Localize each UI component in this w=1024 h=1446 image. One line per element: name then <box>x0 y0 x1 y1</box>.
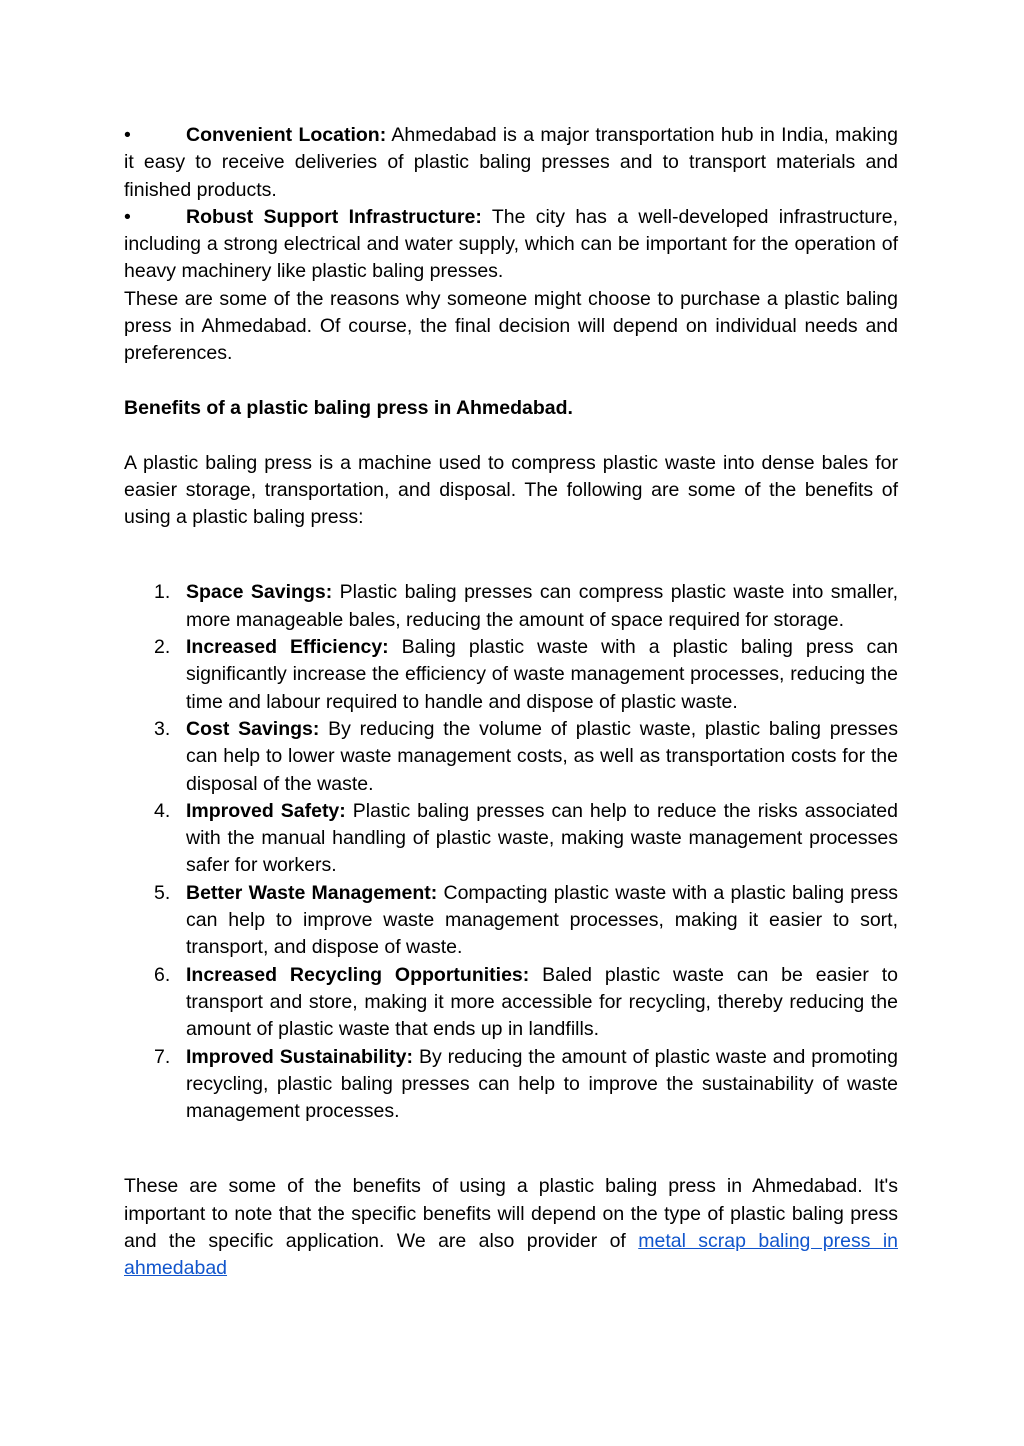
bullet-item-location <box>124 122 898 204</box>
list-item-label: Space Savings: <box>186 581 333 604</box>
list-item <box>124 880 898 962</box>
list-item-text: By reducing the amount of plastic waste and promoting recycling, plastic baling presses can help to improve the sustainability of waste management processes. <box>186 1045 898 1123</box>
section-heading: Benefits of a plastic baling press in Ahmedabad. <box>124 396 573 419</box>
list-number: 7. <box>154 1045 171 1068</box>
list-item <box>124 798 898 880</box>
list-item-label: Improved Sustainability: <box>186 1045 413 1068</box>
list-item-text: By reducing the volume of plastic waste, plastic baling presses can help to lower waste management costs, as well as transportation costs for the disposal of the waste. <box>186 717 898 795</box>
bullet-mark: • <box>124 205 131 228</box>
list-item-text: Compacting plastic waste with a plastic baling press can help to improve waste management processes, making it easier to sort, transport, and dispose of waste. <box>186 881 898 959</box>
list-number: 5. <box>154 881 171 904</box>
list-item-label: Cost Savings: <box>186 717 320 740</box>
list-item <box>124 716 898 798</box>
list-item <box>124 634 898 716</box>
list-number: 3. <box>154 717 171 740</box>
bullet-text: Ahmedabad is a major transportation hub in India, making it easy to receive deliveries of plastic baling presses and to transport materials and finished products. <box>124 124 898 201</box>
bullet-label: Robust Support Infrastructure: <box>186 205 482 228</box>
bullet-item-infrastructure <box>124 204 898 286</box>
spacer <box>124 531 898 579</box>
list-item-text: Plastic baling presses can compress plastic waste into smaller, more manageable bales, reducing the amount of space required for storage. <box>186 581 898 631</box>
closing-paragraph <box>124 1173 898 1282</box>
list-item-text: Baling plastic waste with a plastic baling press can significantly increase the efficiency of waste management processes, reducing the time and labour required to handle and dispose of plastic waste. <box>186 636 899 713</box>
metal-scrap-baling-press-link[interactable]: metal scrap baling press in ahmedabad <box>124 1229 898 1280</box>
list-item-label: Increased Recycling Opportunities: <box>186 963 530 986</box>
list-item-label: Better Waste Management: <box>186 881 438 904</box>
list-number: 1. <box>154 581 171 604</box>
document-page <box>124 122 898 1283</box>
section-intro-paragraph: A plastic baling press is a machine used to compress plastic waste into dense bales for easier storage, transportation, and disposal. The following are some of the benefits of using a plastic baling press: <box>124 451 898 529</box>
list-item <box>124 1044 898 1126</box>
bullet-text: The city has a well-developed infrastructure, including a strong electrical and water supply, which can be important for the operation of heavy machinery like plastic baling presses. <box>124 205 898 283</box>
intro-paragraph: These are some of the reasons why someone might choose to purchase a plastic baling press in Ahmedabad. Of course, the final decision will depend on individual needs and preferences. <box>124 287 898 365</box>
benefits-list <box>124 579 898 1125</box>
spacer <box>124 1125 898 1173</box>
bullet-mark: • <box>124 124 131 146</box>
list-number: 6. <box>154 963 171 986</box>
bullet-label: Convenient Location: <box>186 124 387 146</box>
list-item-text: Plastic baling presses can help to reduce the risks associated with the manual handling of plastic waste, making waste management processes safer for workers. <box>186 799 898 877</box>
list-item-text: Baled plastic waste can be easier to transport and store, making it more accessible for recycling, thereby reducing the amount of plastic waste that ends up in landfills. <box>186 963 898 1041</box>
list-number: 4. <box>154 799 171 822</box>
list-item-label: Improved Safety: <box>186 799 346 822</box>
closing-text: These are some of the benefits of using a plastic baling press in Ahmedabad. It's important to note that the specific benefits will depend on the type of plastic baling press and the specific application. We are also provider of <box>124 1175 898 1252</box>
list-item-label: Increased Efficiency: <box>186 636 389 659</box>
list-item <box>124 962 898 1044</box>
list-item <box>124 579 898 634</box>
list-number: 2. <box>154 636 171 659</box>
